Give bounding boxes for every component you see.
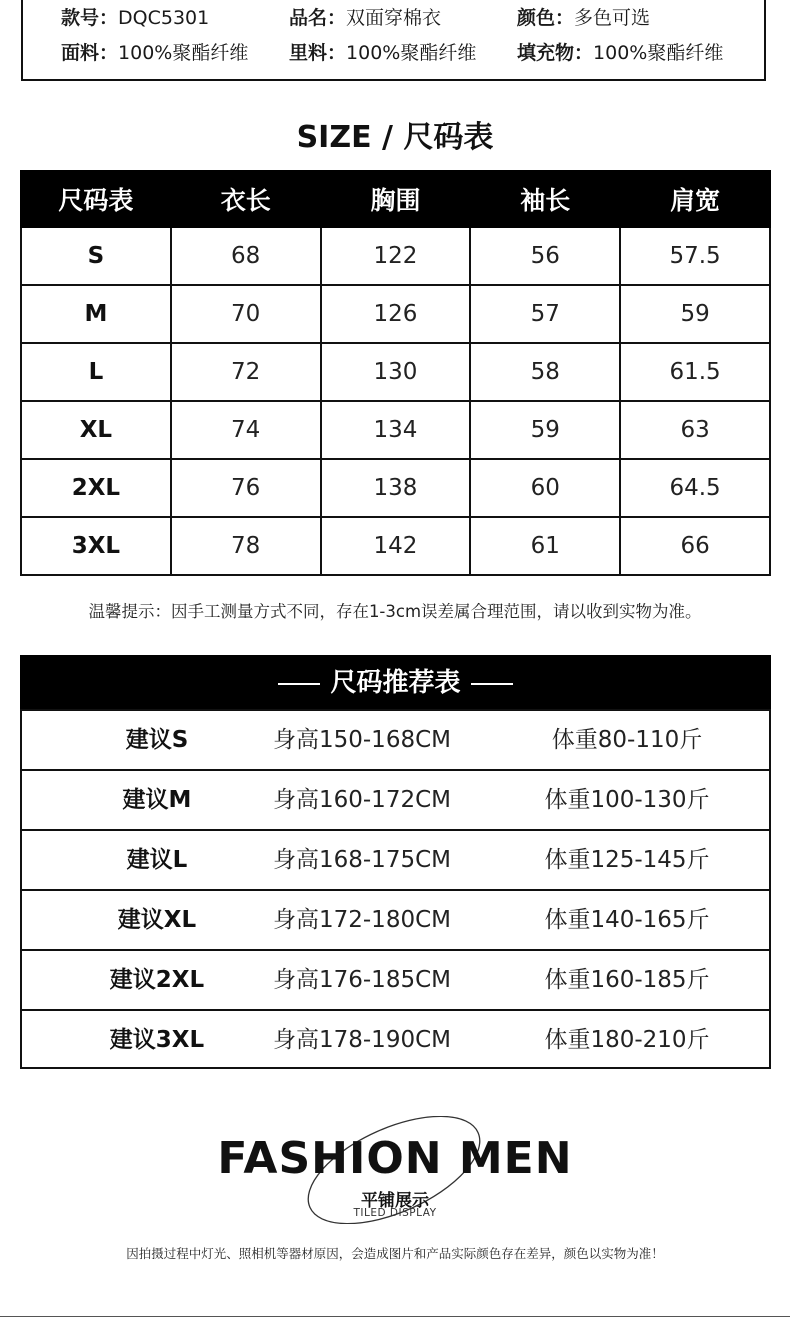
table-row [21,517,770,575]
table-row [21,227,770,285]
recommend-weight-cell: 体重160-185斤 [544,967,710,993]
sleeve-cell: 60 [470,459,620,517]
measurement-tip: 温馨提示：因手工测量方式不同，存在1-3cm误差属合理范围，请以收到实物为准。 [88,602,702,621]
info-item-lining: 里料：100%聚酯纤维 [289,42,477,64]
size-recommend-title: 尺码推荐表 [20,655,771,709]
length-cell: 70 [171,285,321,343]
sleeve-cell: 58 [470,343,620,401]
size-cell: M [21,285,171,343]
product-info-row [23,38,764,68]
recommend-height-cell: 身高172-180CM [272,907,451,933]
size-cell: 2XL [21,459,171,517]
header-length: 衣长 [171,171,321,227]
size-chart-header-row [21,171,770,227]
recommend-height-cell: 身高168-175CM [272,847,451,873]
table-row [22,1009,769,1069]
info-item-filling: 填充物：100%聚酯纤维 [517,42,724,64]
info-item-product-name: 品名：双面穿棉衣 [289,7,442,29]
table-row [21,459,770,517]
recommend-height-cell: 身高160-172CM [272,787,451,813]
sleeve-cell: 61 [470,517,620,575]
table-row [22,769,769,829]
recommend-size-cell: 建议XL [117,907,197,933]
size-cell: 3XL [21,517,171,575]
size-chart-title: SIZE / 尺码表 [296,120,494,155]
tiled-display-subtitle: TILED DISPLAY [353,1207,437,1219]
recommend-weight-cell: 体重100-130斤 [544,787,710,813]
recommend-weight-cell: 体重125-145斤 [544,847,710,873]
product-info-box [21,0,766,81]
recommend-height-cell: 身高176-185CM [272,967,451,993]
table-row [22,949,769,1009]
recommend-size-cell: 建议M [122,787,192,813]
recommend-weight-cell: 体重180-210斤 [544,1027,710,1053]
brand-logo: FASHION MEN [217,1133,573,1184]
info-item-style-no: 款号：DQC5301 [61,7,210,29]
length-cell: 72 [171,343,321,401]
length-cell: 74 [171,401,321,459]
recommend-size-cell: 建议3XL [109,1027,205,1053]
header-size: 尺码表 [21,171,171,227]
chest-cell: 142 [321,517,471,575]
recommend-size-cell: 建议2XL [109,967,205,993]
header-sleeve: 袖长 [470,171,620,227]
size-recommend-table [20,655,771,1069]
shoulder-cell: 59 [620,285,770,343]
recommend-size-cell: 建议S [125,727,189,753]
divider [0,1316,790,1317]
header-shoulder: 肩宽 [620,171,770,227]
length-cell: 68 [171,227,321,285]
sleeve-cell: 59 [470,401,620,459]
title-dash-left [278,683,320,685]
size-cell: L [21,343,171,401]
recommend-weight-cell: 体重140-165斤 [544,907,710,933]
table-row [22,829,769,889]
recommend-height-cell: 身高150-168CM [272,727,451,753]
chest-cell: 134 [321,401,471,459]
length-cell: 78 [171,517,321,575]
recommend-height-cell: 身高178-190CM [272,1027,451,1053]
shoulder-cell: 64.5 [620,459,770,517]
color-disclaimer: 因拍摄过程中灯光、照相机等器材原因，会造成图片和产品实际颜色存在差异，颜色以实物为准！ [126,1246,664,1261]
chest-cell: 130 [321,343,471,401]
sleeve-cell: 56 [470,227,620,285]
table-row [21,401,770,459]
size-chart-table [20,170,771,576]
size-cell: S [21,227,171,285]
info-item-color: 颜色：多色可选 [517,7,651,29]
shoulder-cell: 63 [620,401,770,459]
table-row [21,285,770,343]
table-row [22,709,769,769]
tiled-display-title: 平铺展示 [361,1191,429,1211]
header-chest: 胸围 [321,171,471,227]
recommend-size-cell: 建议L [126,847,188,873]
chest-cell: 122 [321,227,471,285]
chest-cell: 126 [321,285,471,343]
shoulder-cell: 61.5 [620,343,770,401]
title-dash-right [471,683,513,685]
sleeve-cell: 57 [470,285,620,343]
size-cell: XL [21,401,171,459]
table-row [21,343,770,401]
product-info-row [23,3,764,33]
recommend-weight-cell: 体重80-110斤 [551,727,703,753]
info-item-fabric: 面料：100%聚酯纤维 [61,42,249,64]
chest-cell: 138 [321,459,471,517]
length-cell: 76 [171,459,321,517]
table-row [22,889,769,949]
shoulder-cell: 66 [620,517,770,575]
shoulder-cell: 57.5 [620,227,770,285]
